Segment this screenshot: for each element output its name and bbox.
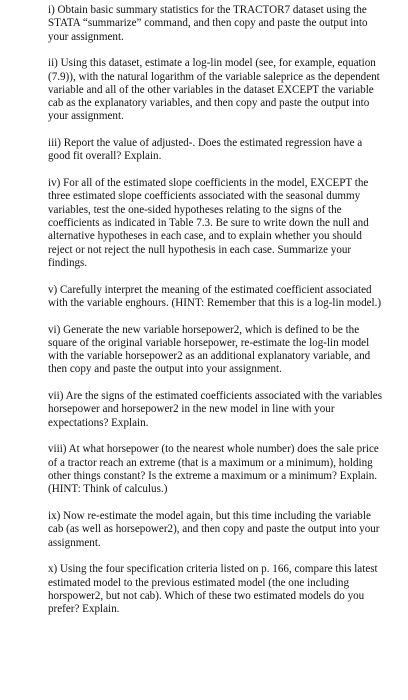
question-ii: ii) Using this dataset, estimate a log-lin model (see, for example, equation (7.9)), with the natural logarithm of the variable saleprice as the dependent variable and all of the other variables in the dataset EXCEPT the variable cab as the explanatory variables, and then copy and paste the output into your assignment. [48, 57, 380, 123]
question-i: i) Obtain basic summary statistics for the TRACTOR7 dataset using the STATA “summarize” command, and then copy and paste the output into your assignment. [48, 4, 368, 43]
question-ix: ix) Now re-estimate the model again, but this time including the variable cab (as well as horsepower2), and then copy and paste the output into your assignment. [48, 510, 380, 549]
question-vii: vii) Are the signs of the estimated coefficients associated with the variables horsepower and horsepower2 in the new model in line with your expectations? Explain. [48, 390, 383, 429]
question-vi: vi) Generate the new variable horsepower2, which is defined to be the square of the original variable horsepower, re-estimate the log-lin model with the variable horsepower2 as an additional explanatory variable, and then copy and paste the output into your assignment. [48, 323, 371, 376]
question-iv: iv) For all of the estimated slope coefficients in the model, EXCEPT the three estimated slope coefficients associated with the seasonal dummy variables, test the one-sided hypotheses relating to the signs of the coefficients as indicated in Table 7.3. Be sure to write down the null and alternative hypotheses in each case, and to explain whether you should reject or not reject the null hypothesis in each case. Summarize your findings. [48, 177, 369, 269]
question-iii: iii) Report the value of adjusted-. Does the estimated regression have a good fit overall? Explain. [48, 137, 363, 163]
question-v: v) Carefully interpret the meaning of the estimated coefficient associated with the variable enghours. (HINT: Remember that this is a log-lin model.) [48, 283, 382, 309]
question-viii: viii) At what horsepower (to the nearest whole number) does the sale price of a tractor reach an extreme (that is a maximum or a minimum), holding other things constant? Is the extreme a maximum or a minimum? Explain. (HINT: Think of calculus.) [48, 443, 379, 496]
question-x: x) Using the four specification criteria listed on p. 166, compare this latest estimated model to the previous estimated model (the one including horspower2, but not cab). Which of these two estimated models do you prefer? Explain. [48, 563, 378, 616]
